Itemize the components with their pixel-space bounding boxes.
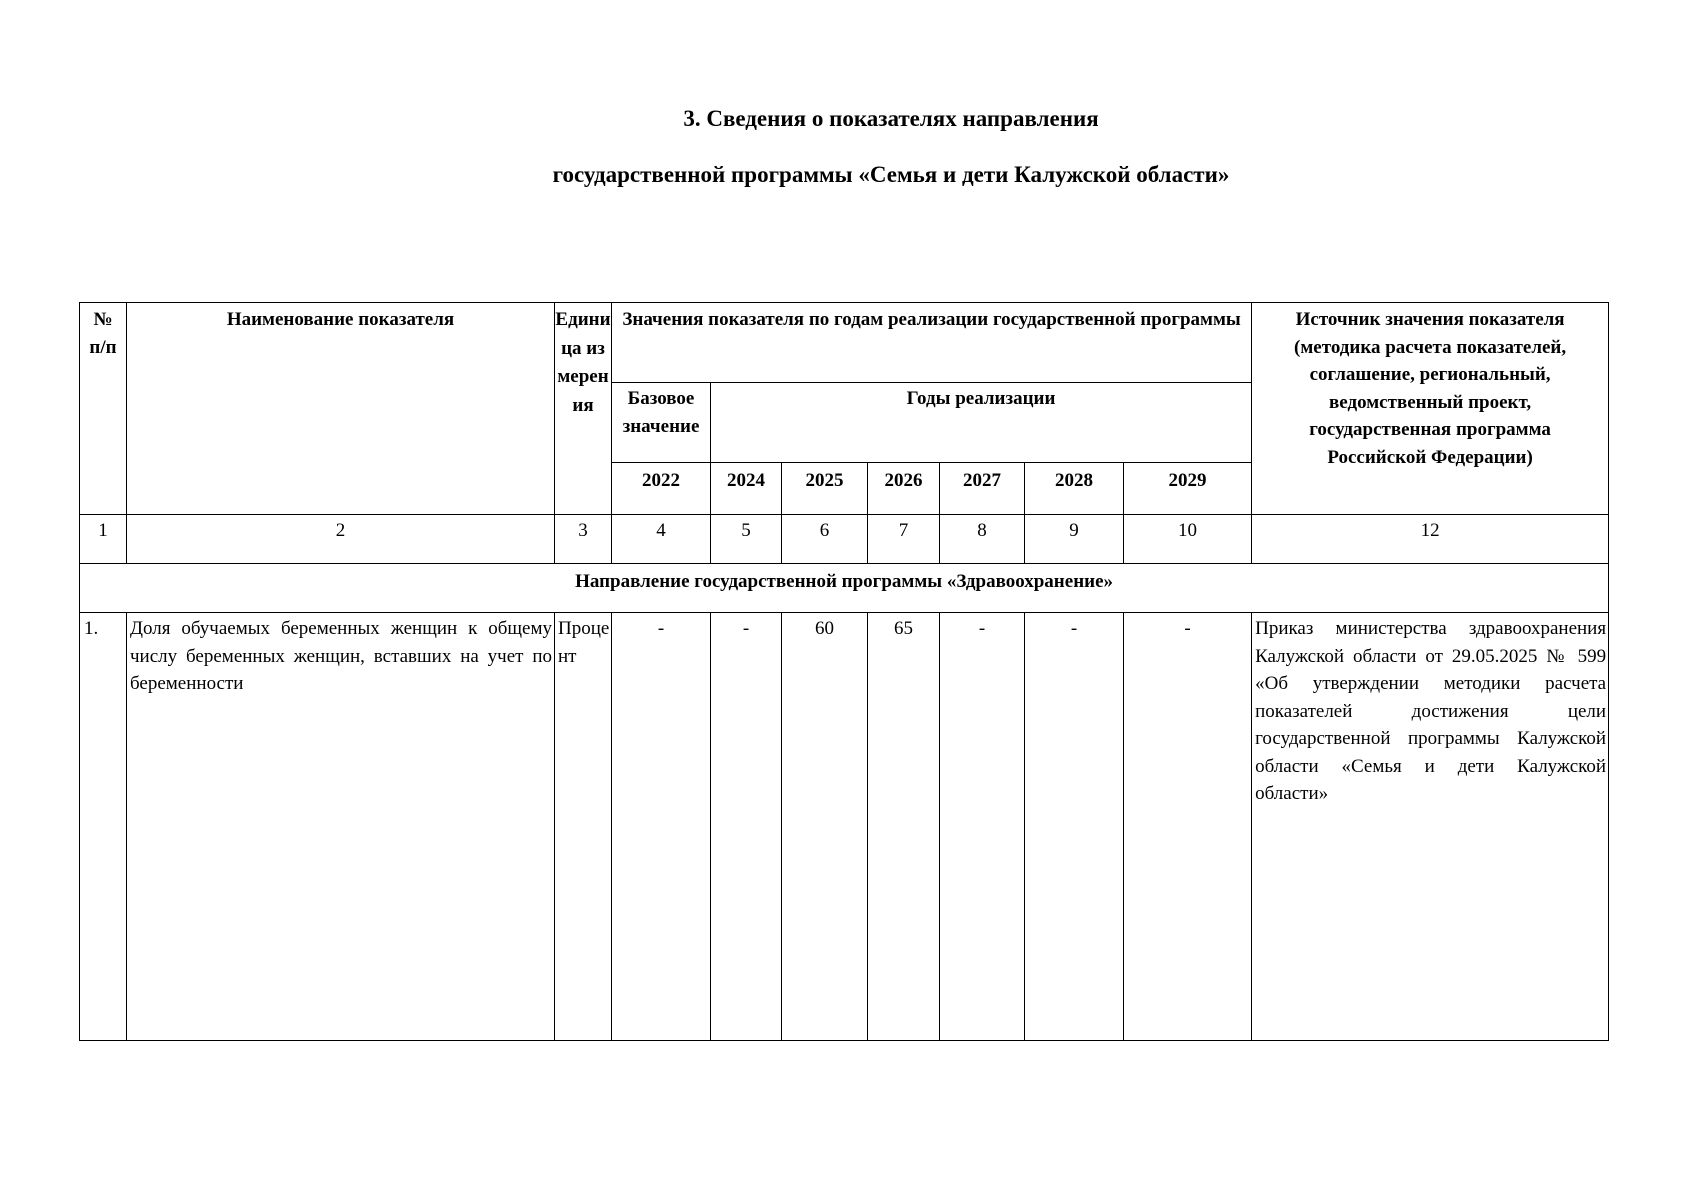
column-number: 2 <box>127 515 555 564</box>
header-year-2027: 2027 <box>940 463 1025 515</box>
header-source: Источник значения показателя (методика расчета показателей, соглашение, региональный, ведомственный проект, государственная программа Российской Федерации) <box>1252 303 1609 515</box>
column-number: 12 <box>1252 515 1609 564</box>
indicator-unit: Процент <box>555 613 612 1041</box>
base-value: - <box>612 613 711 1041</box>
header-year-base: 2022 <box>612 463 711 515</box>
header-year-2024: 2024 <box>711 463 782 515</box>
column-number: 9 <box>1025 515 1124 564</box>
column-number: 4 <box>612 515 711 564</box>
header-year-2028: 2028 <box>1025 463 1124 515</box>
indicator-name: Доля обучаемых беременных женщин к общему числу беременных женщин, вставших на учет по беременности <box>127 613 555 1041</box>
column-number: 10 <box>1124 515 1252 564</box>
column-number: 7 <box>868 515 940 564</box>
value-2024: - <box>711 613 782 1041</box>
indicator-source: Приказ министерства здравоохранения Калужской области от 29.05.2025 № 599 «Об утверждении методики расчета показателей достижения цели государственной программы Калужской области «Семья и дети Калужской области» <box>1252 613 1609 1041</box>
column-number: 6 <box>782 515 868 564</box>
header-values-group: Значения показателя по годам реализации государственной программы <box>612 303 1252 383</box>
header-unit: Единица измерения <box>555 303 612 515</box>
header-year-2026: 2026 <box>868 463 940 515</box>
header-year-2029: 2029 <box>1124 463 1252 515</box>
document-title-line-2: государственной программы «Семья и дети Калужской области» <box>552 162 1230 187</box>
section-title: Направление государственной программы «Здравоохранение» <box>80 564 1609 613</box>
header-num: № п/п <box>80 303 127 515</box>
column-number: 1 <box>80 515 127 564</box>
column-number: 3 <box>555 515 612 564</box>
section-row <box>80 564 1609 613</box>
value-2025: 60 <box>782 613 868 1041</box>
header-years-group: Годы реализации <box>711 383 1252 463</box>
column-number: 8 <box>940 515 1025 564</box>
document-title-line-1: 3. Сведения о показателях направления <box>683 106 1099 131</box>
value-2028: - <box>1025 613 1124 1041</box>
value-2027: - <box>940 613 1025 1041</box>
row-number: 1. <box>80 613 127 1041</box>
column-number: 5 <box>711 515 782 564</box>
header-year-2025: 2025 <box>782 463 868 515</box>
header-name: Наименование показателя <box>127 303 555 515</box>
header-base: Базовое значение <box>612 383 711 463</box>
indicators-table <box>79 302 1609 1041</box>
column-numbers-row <box>80 515 1609 564</box>
value-2026: 65 <box>868 613 940 1041</box>
value-2029: - <box>1124 613 1252 1041</box>
header-row-1 <box>80 303 1609 383</box>
table-row <box>80 613 1609 1041</box>
